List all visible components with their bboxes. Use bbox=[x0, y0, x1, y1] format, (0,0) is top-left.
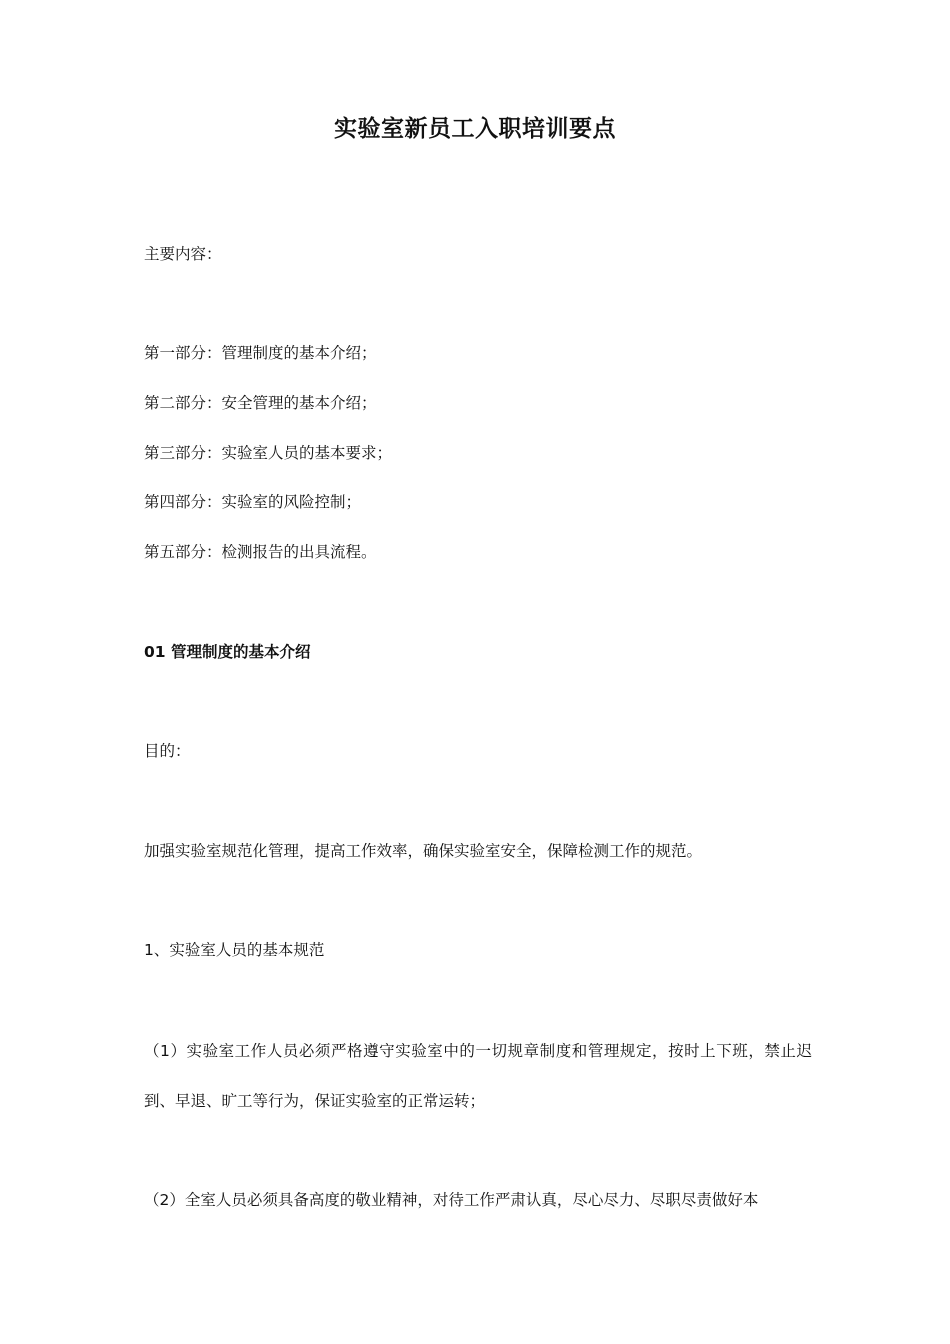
subsection-heading: 1、实验室人员的基本规范 bbox=[144, 941, 325, 959]
rule-paragraph-2: （2）全室人员必须具备高度的敬业精神，对待工作严肃认真，尽心尽力、尽职尽责做好本 bbox=[144, 1191, 759, 1209]
toc-item-3: 第三部分：实验室人员的基本要求； bbox=[144, 444, 393, 462]
purpose-label: 目的： bbox=[144, 742, 191, 760]
section-heading: 01 管理制度的基本介绍 bbox=[144, 643, 311, 661]
toc-item-2: 第二部分：安全管理的基本介绍； bbox=[144, 394, 377, 412]
toc-item-5: 第五部分：检测报告的出具流程。 bbox=[144, 543, 377, 561]
main-content-label: 主要内容： bbox=[144, 245, 222, 263]
purpose-text: 加强实验室规范化管理，提高工作效率，确保实验室安全，保障检测工作的规范。 bbox=[144, 842, 703, 860]
toc-item-1: 第一部分：管理制度的基本介绍； bbox=[144, 344, 377, 362]
document-title: 实验室新员工入职培训要点 bbox=[334, 116, 616, 142]
toc-item-4: 第四部分：实验室的风险控制； bbox=[144, 493, 362, 511]
rule-paragraph-1: （1）实验室工作人员必须严格遵守实验室中的一切规章制度和管理规定，按时上下班，禁止迟到、早退、旷工等行为，保证实验室的正常运转； bbox=[144, 1042, 812, 1110]
